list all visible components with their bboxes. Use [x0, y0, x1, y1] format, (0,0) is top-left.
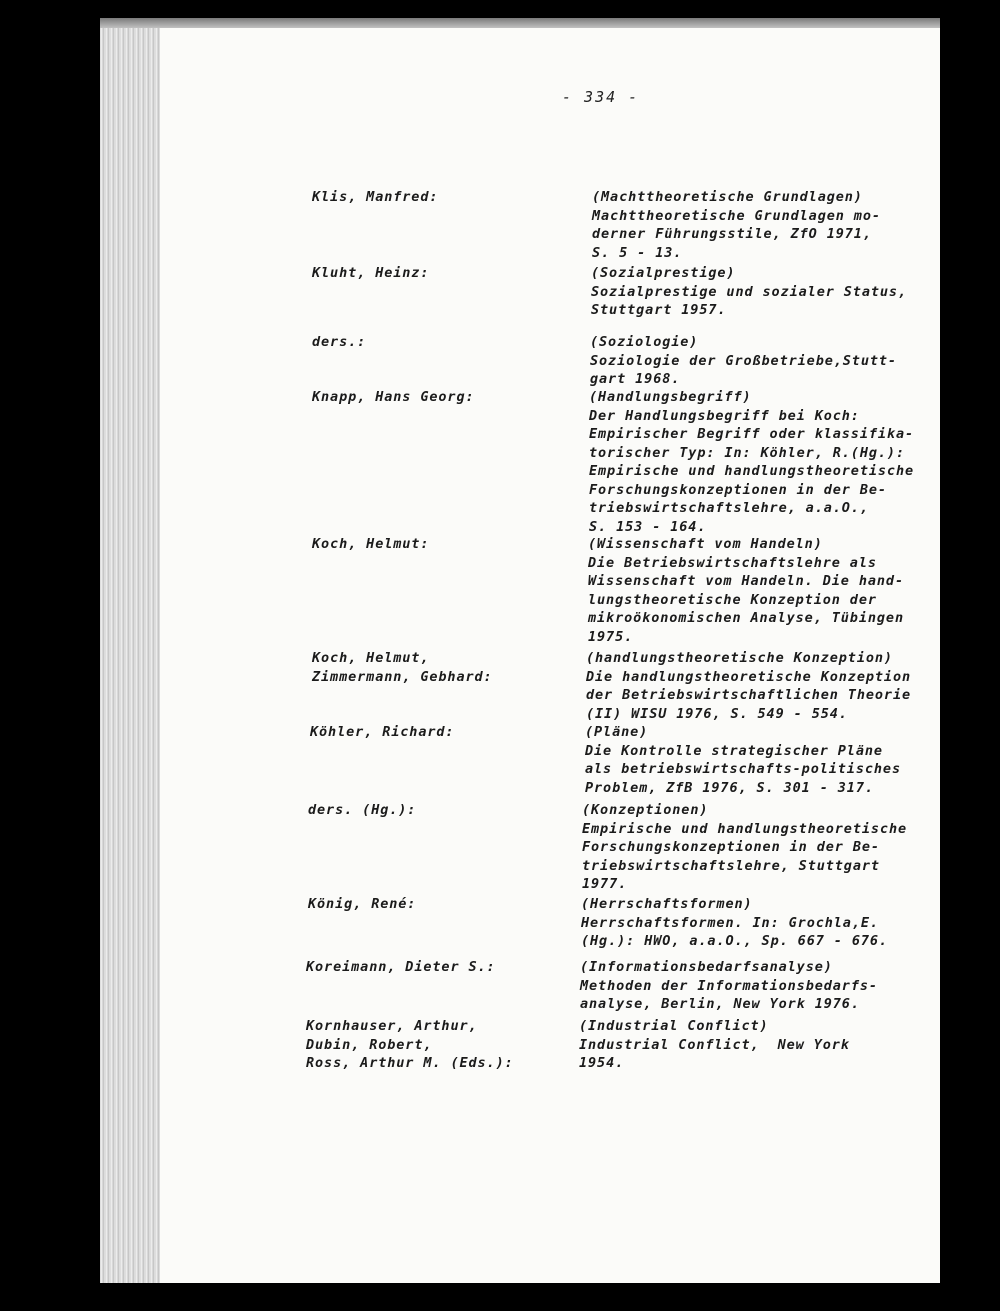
entry-reference	[589, 388, 964, 536]
author-line: Klis, Manfred:	[312, 189, 439, 205]
reference-keyword: (Pläne)	[585, 724, 649, 740]
entry-author	[312, 333, 572, 352]
entry-author	[306, 958, 566, 977]
entry-author	[308, 801, 568, 820]
reference-keyword: (Konzeptionen)	[582, 802, 709, 818]
reference-line: 1975.	[588, 628, 634, 645]
reference-line: analyse, Berlin, New York 1976.	[580, 996, 860, 1012]
reference-line: Der Handlungsbegriff bei Koch:	[589, 407, 860, 424]
author-line: Knapp, Hans Georg:	[312, 389, 475, 405]
reference-line: Machttheoretische Grundlagen mo-	[592, 207, 881, 224]
reference-line: (Hg.): HWO, a.a.O., Sp. 667 - 676.	[581, 933, 888, 949]
author-line: König, René:	[308, 896, 417, 912]
author-line: Köhler, Richard:	[310, 724, 455, 740]
reference-keyword: (Herrschaftsformen)	[581, 896, 753, 912]
entry-author	[312, 388, 572, 407]
reference-line: mikroökonomischen Analyse, Tübingen	[588, 610, 904, 626]
reference-line: Die Kontrolle strategischer Pläne	[585, 742, 883, 759]
entry-reference	[590, 333, 965, 389]
entry-reference	[592, 188, 967, 262]
reference-line: 1954.	[579, 1055, 625, 1071]
reference-line: triebswirtschaftslehre, a.a.O.,	[589, 500, 869, 516]
reference-line: Empirische und handlungstheoretische	[589, 463, 914, 479]
reference-line: (II) WISU 1976, S. 549 - 554.	[586, 705, 848, 722]
entry-reference	[591, 264, 966, 320]
reference-line: 1977.	[582, 876, 628, 892]
reference-keyword: (Informationsbedarfsanalyse)	[580, 959, 833, 975]
entry-author	[306, 1017, 566, 1073]
reference-line: Forschungskonzeptionen in der Be-	[582, 839, 880, 855]
reference-line: derner Führungsstile, ZfO 1971,	[592, 226, 872, 242]
reference-line: der Betriebswirtschaftlichen Theorie	[586, 687, 911, 703]
reference-line: Industrial Conflict, New York	[579, 1036, 850, 1053]
reference-line: Forschungskonzeptionen in der Be-	[589, 481, 887, 498]
reference-line: S. 5 - 13.	[592, 244, 683, 261]
reference-line: Die Betriebswirtschaftslehre als	[588, 554, 877, 571]
entry-reference	[581, 895, 956, 951]
reference-line: triebswirtschaftslehre, Stuttgart	[582, 857, 880, 874]
entry-reference	[582, 801, 957, 894]
entry-reference	[579, 1017, 954, 1073]
reference-line: Wissenschaft vom Handeln. Die hand-	[588, 573, 904, 589]
page-number: - 334 -	[562, 88, 640, 106]
author-line: Ross, Arthur M. (Eds.):	[306, 1055, 514, 1071]
reference-line: Soziologie der Großbetriebe,Stutt-	[590, 352, 897, 369]
reference-line: S. 153 - 164.	[589, 518, 707, 535]
reference-keyword: (Soziologie)	[590, 334, 699, 350]
reference-keyword: (Sozialprestige)	[591, 265, 736, 281]
author-line: ders. (Hg.):	[308, 802, 417, 818]
entry-reference	[588, 535, 963, 646]
reference-line: Sozialprestige und sozialer Status,	[591, 283, 907, 300]
reference-line: Methoden der Informationsbedarfs-	[580, 977, 878, 994]
entry-author	[312, 264, 572, 283]
author-line: Koreimann, Dieter S.:	[306, 959, 496, 975]
reference-line: torischer Typ: In: Köhler, R.(Hg.):	[589, 444, 905, 461]
reference-line: gart 1968.	[590, 371, 681, 387]
reference-keyword: (Machttheoretische Grundlagen)	[592, 189, 863, 205]
reference-keyword: (handlungstheoretische Konzeption)	[586, 650, 893, 666]
reference-line: lungstheoretische Konzeption der	[588, 591, 877, 608]
reference-line: Herrschaftsformen. In: Grochla,E.	[581, 914, 879, 931]
author-line: Koch, Helmut:	[312, 536, 430, 552]
reference-line: Stuttgart 1957.	[591, 302, 727, 318]
entry-author	[312, 188, 572, 207]
entry-reference	[585, 723, 960, 797]
entry-author	[312, 649, 572, 686]
reference-line: Empirischer Begriff oder klassifika-	[589, 426, 914, 442]
entry-reference	[586, 649, 961, 723]
reference-keyword: (Handlungsbegriff)	[589, 389, 752, 405]
author-line: Koch, Helmut,	[312, 650, 430, 666]
entry-author	[308, 895, 568, 914]
author-line: Dubin, Robert,	[306, 1036, 433, 1053]
reference-line: Die handlungstheoretische Konzeption	[586, 668, 911, 685]
author-line: Kornhauser, Arthur,	[306, 1018, 478, 1034]
reference-keyword: (Industrial Conflict)	[579, 1018, 769, 1034]
reference-keyword: (Wissenschaft vom Handeln)	[588, 536, 823, 552]
reference-line: Problem, ZfB 1976, S. 301 - 317.	[585, 779, 874, 796]
entry-reference	[580, 958, 955, 1014]
entry-author	[310, 723, 570, 742]
author-line: Kluht, Heinz:	[312, 265, 430, 281]
author-line: ders.:	[312, 334, 367, 350]
author-line: Zimmermann, Gebhard:	[312, 668, 493, 685]
entry-author	[312, 535, 572, 554]
reference-line: Empirische und handlungstheoretische	[582, 820, 907, 837]
reference-line: als betriebswirtschafts-politisches	[585, 761, 901, 777]
